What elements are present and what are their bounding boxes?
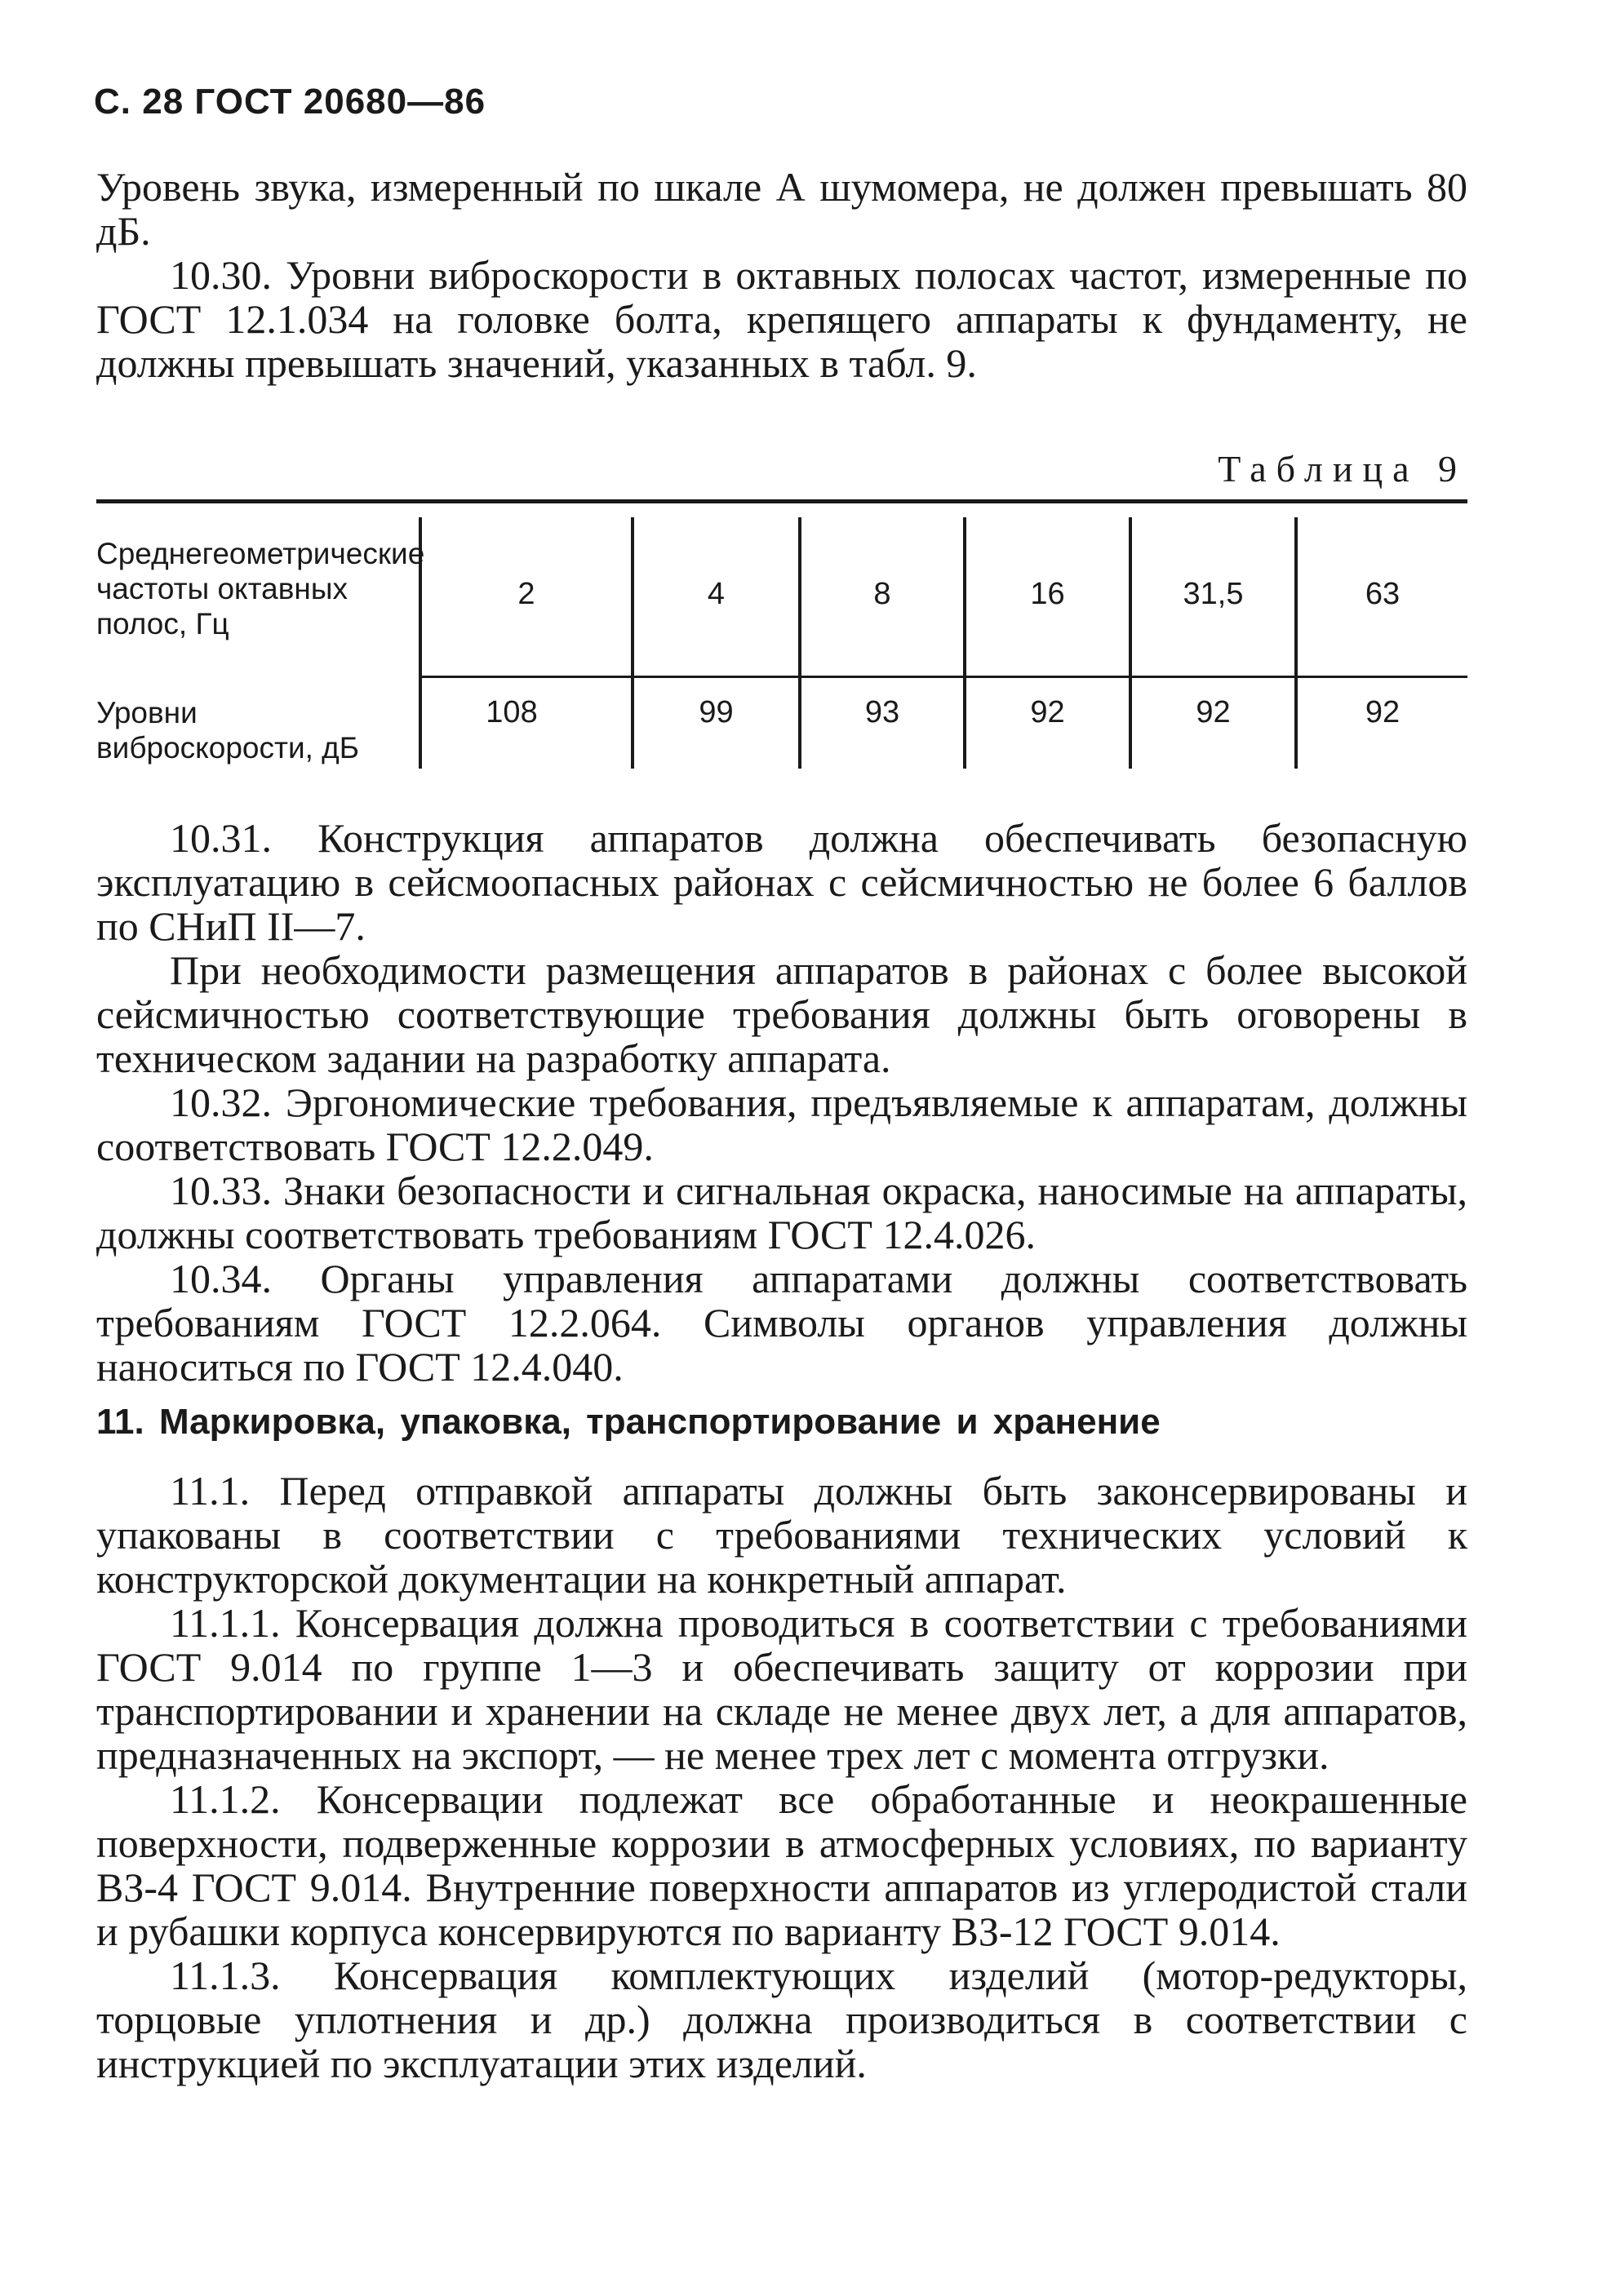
level-cell: 93	[864, 695, 900, 729]
paragraph: 10.33. Знаки безопасности и сигнальная окраска, наносимые на аппараты, должны соответствовать требованиям ГОСТ 12.4.026.	[96, 1168, 1467, 1257]
paragraph: 10.31. Конструкция аппаратов должна обеспечивать безопасную эксплуатацию в сейсмоопасных районах с сейсмичностью не более 6 баллов по СНиП II—7.	[96, 815, 1467, 949]
paragraph: 11.1.1. Консервация должна проводиться в соответствии с требованиями ГОСТ 9.014 по группе 1—3 и обеспечивать защиту от коррозии при транспортировании и хранении на складе не менее двух лет, а для аппаратов, предназначенных на экспорт, — не менее трех лет с момента отгрузки.	[96, 1600, 1467, 1778]
column-divider	[631, 517, 634, 769]
column-divider	[1294, 517, 1298, 769]
paragraph: 10.32. Эргономические требования, предъявляемые к аппаратам, должны соответствовать ГОСТ 12.2.049.	[96, 1079, 1467, 1169]
paragraph: 11.1. Перед отправкой аппараты должны быть законсервированы и упакованы в соответствии с требованиями технических условий к конструкторской документации на конкретный аппарат.	[96, 1468, 1467, 1602]
level-cell: 108	[486, 695, 538, 729]
paragraph: 11.1.2. Консервации подлежат все обработанные и неокрашенные поверхности, подверженные коррозии в атмосферных условиях, по варианту ВЗ-4 ГОСТ 9.014. Внутренние поверхности аппаратов из углеродистой стали и рубашки корпуса консервируются по варианту ВЗ-12 ГОСТ 9.014.	[96, 1776, 1467, 1954]
paragraph: При необходимости размещения аппаратов в районах с более высокой сейсмичностью соответствующие требования должны быть оговорены в техническом задании на разработку аппарата.	[96, 947, 1467, 1081]
level-cell: 99	[699, 695, 734, 729]
table-top-rule	[96, 499, 1467, 503]
column-divider	[798, 517, 801, 769]
frequency-cell: 8	[873, 577, 891, 611]
table-title: Таблица 9	[1218, 448, 1467, 490]
level-cell: 92	[1030, 695, 1065, 729]
vibration-table	[96, 499, 1467, 769]
frequency-cell: 31,5	[1183, 577, 1244, 611]
row-header-frequency: Среднегеометрические частоты октавных полос, Гц	[96, 537, 425, 640]
column-divider	[1129, 517, 1132, 769]
page-header: С. 28 ГОСТ 20680—86	[94, 82, 486, 122]
text-block-bottom	[96, 1469, 1467, 2085]
column-divider	[963, 517, 966, 769]
paragraph: 10.30. Уровни виброскорости в октавных полосах частот, измеренные по ГОСТ 12.1.034 на головке болта, крепящего аппараты к фундаменту, не должны превышать значений, указанных в табл. 9.	[96, 252, 1467, 386]
text-block-top	[96, 165, 1467, 385]
level-cell: 92	[1365, 695, 1401, 729]
table-row-divider	[419, 676, 1467, 678]
frequency-cell: 2	[517, 577, 535, 611]
paragraph: Уровень звука, измеренный по шкале А шумомера, не должен превышать 80 дБ.	[96, 164, 1467, 254]
frequency-cell: 63	[1365, 577, 1401, 611]
text-block-middle	[96, 816, 1467, 1389]
paragraph: 10.34. Органы управления аппаратами должны соответствовать требованиям ГОСТ 12.2.064. Символы органов управления должны наноситься по ГОСТ 12.4.040.	[96, 1256, 1467, 1390]
frequency-cell: 4	[707, 577, 726, 611]
frequency-cell: 16	[1030, 577, 1065, 611]
section-heading: 11. Маркировка, упаковка, транспортирование и хранение	[96, 1402, 1161, 1442]
paragraph: 11.1.3. Консервация комплектующих изделий (мотор-редукторы, торцовые уплотнения и др.) должна производиться в соответствии с инструкцией по эксплуатации этих изделий.	[96, 1952, 1467, 2086]
row-header-vibration: Уровни виброскорости, дБ	[96, 696, 360, 765]
level-cell: 92	[1196, 695, 1231, 729]
